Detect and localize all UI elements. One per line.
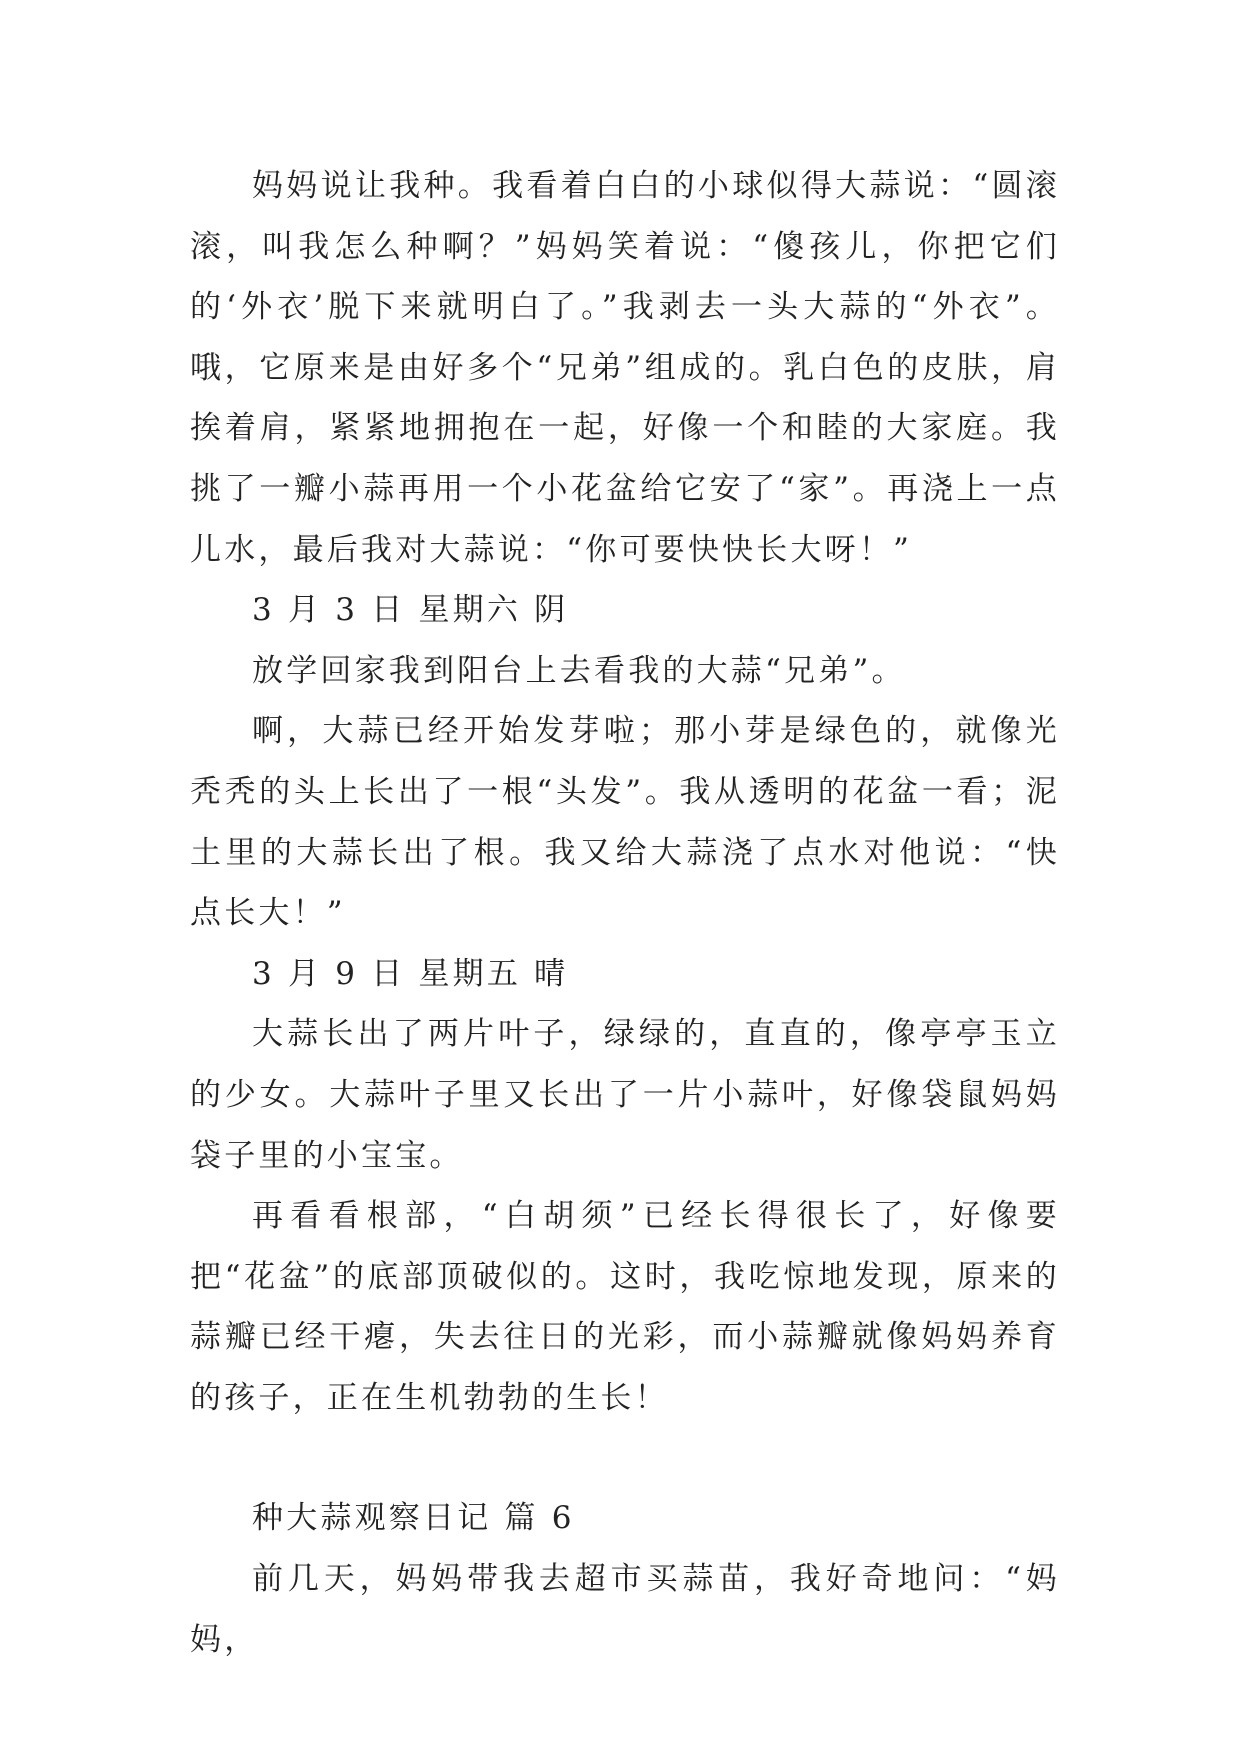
- paragraph-sprouting: 啊，大蒜已经开始发芽啦；那小芽是绿色的，就像光秃秃的头上长出了一根“头发”。我从透明的花盆一看；泥土里的大蒜长出了根。我又给大蒜浇了点水对他说：“快点长大！”: [190, 713, 1060, 932]
- paragraph-planting: 妈妈说让我种。我看着白白的小球似得大蒜说：“圆滚滚，叫我怎么种啊？”妈妈笑着说：“傻孩儿，你把它们的‘外衣’脱下来就明白了。”我剥去一头大蒜的“外衣”。哦，它原来是由好多个“兄弟”组成的。乳白色的皮肤，肩挨着肩，紧紧地拥抱在一起，好像一个和睦的大家庭。我挑了一瓣小蒜再用一个小花盆给它安了“家”。再浇上一点儿水，最后我对大蒜说：“你可要快快长大呀！”: [190, 168, 1060, 568]
- section-heading-part-6: 种大蒜观察日记 篇 6: [252, 1500, 575, 1537]
- diary-date-march-3: 3 月 3 日 星期六 阴: [252, 592, 569, 629]
- paragraph-supermarket: 前几天，妈妈带我去超市买蒜苗，我好奇地问：“妈妈，: [190, 1561, 1060, 1658]
- paragraph-two-leaves: 大蒜长出了两片叶子，绿绿的，直直的，像亭亭玉立的少女。大蒜叶子里又长出了一片小蒜叶，好像袋鼠妈妈袋子里的小宝宝。: [190, 1016, 1060, 1174]
- document-body: [190, 156, 1060, 1670]
- paragraph-after-school: 放学回家我到阳台上去看我的大蒜“兄弟”。: [252, 652, 906, 689]
- paragraph-roots: 再看看根部，“白胡须”已经长得很长了，好像要把“花盆”的底部顶破似的。这时，我吃惊地发现，原来的蒜瓣已经干瘪，失去往日的光彩，而小蒜瓣就像妈妈养育的孩子，正在生机勃勃的生长！: [190, 1198, 1060, 1416]
- section-gap: [190, 1428, 1060, 1488]
- diary-date-march-9: 3 月 9 日 星期五 晴: [252, 955, 569, 992]
